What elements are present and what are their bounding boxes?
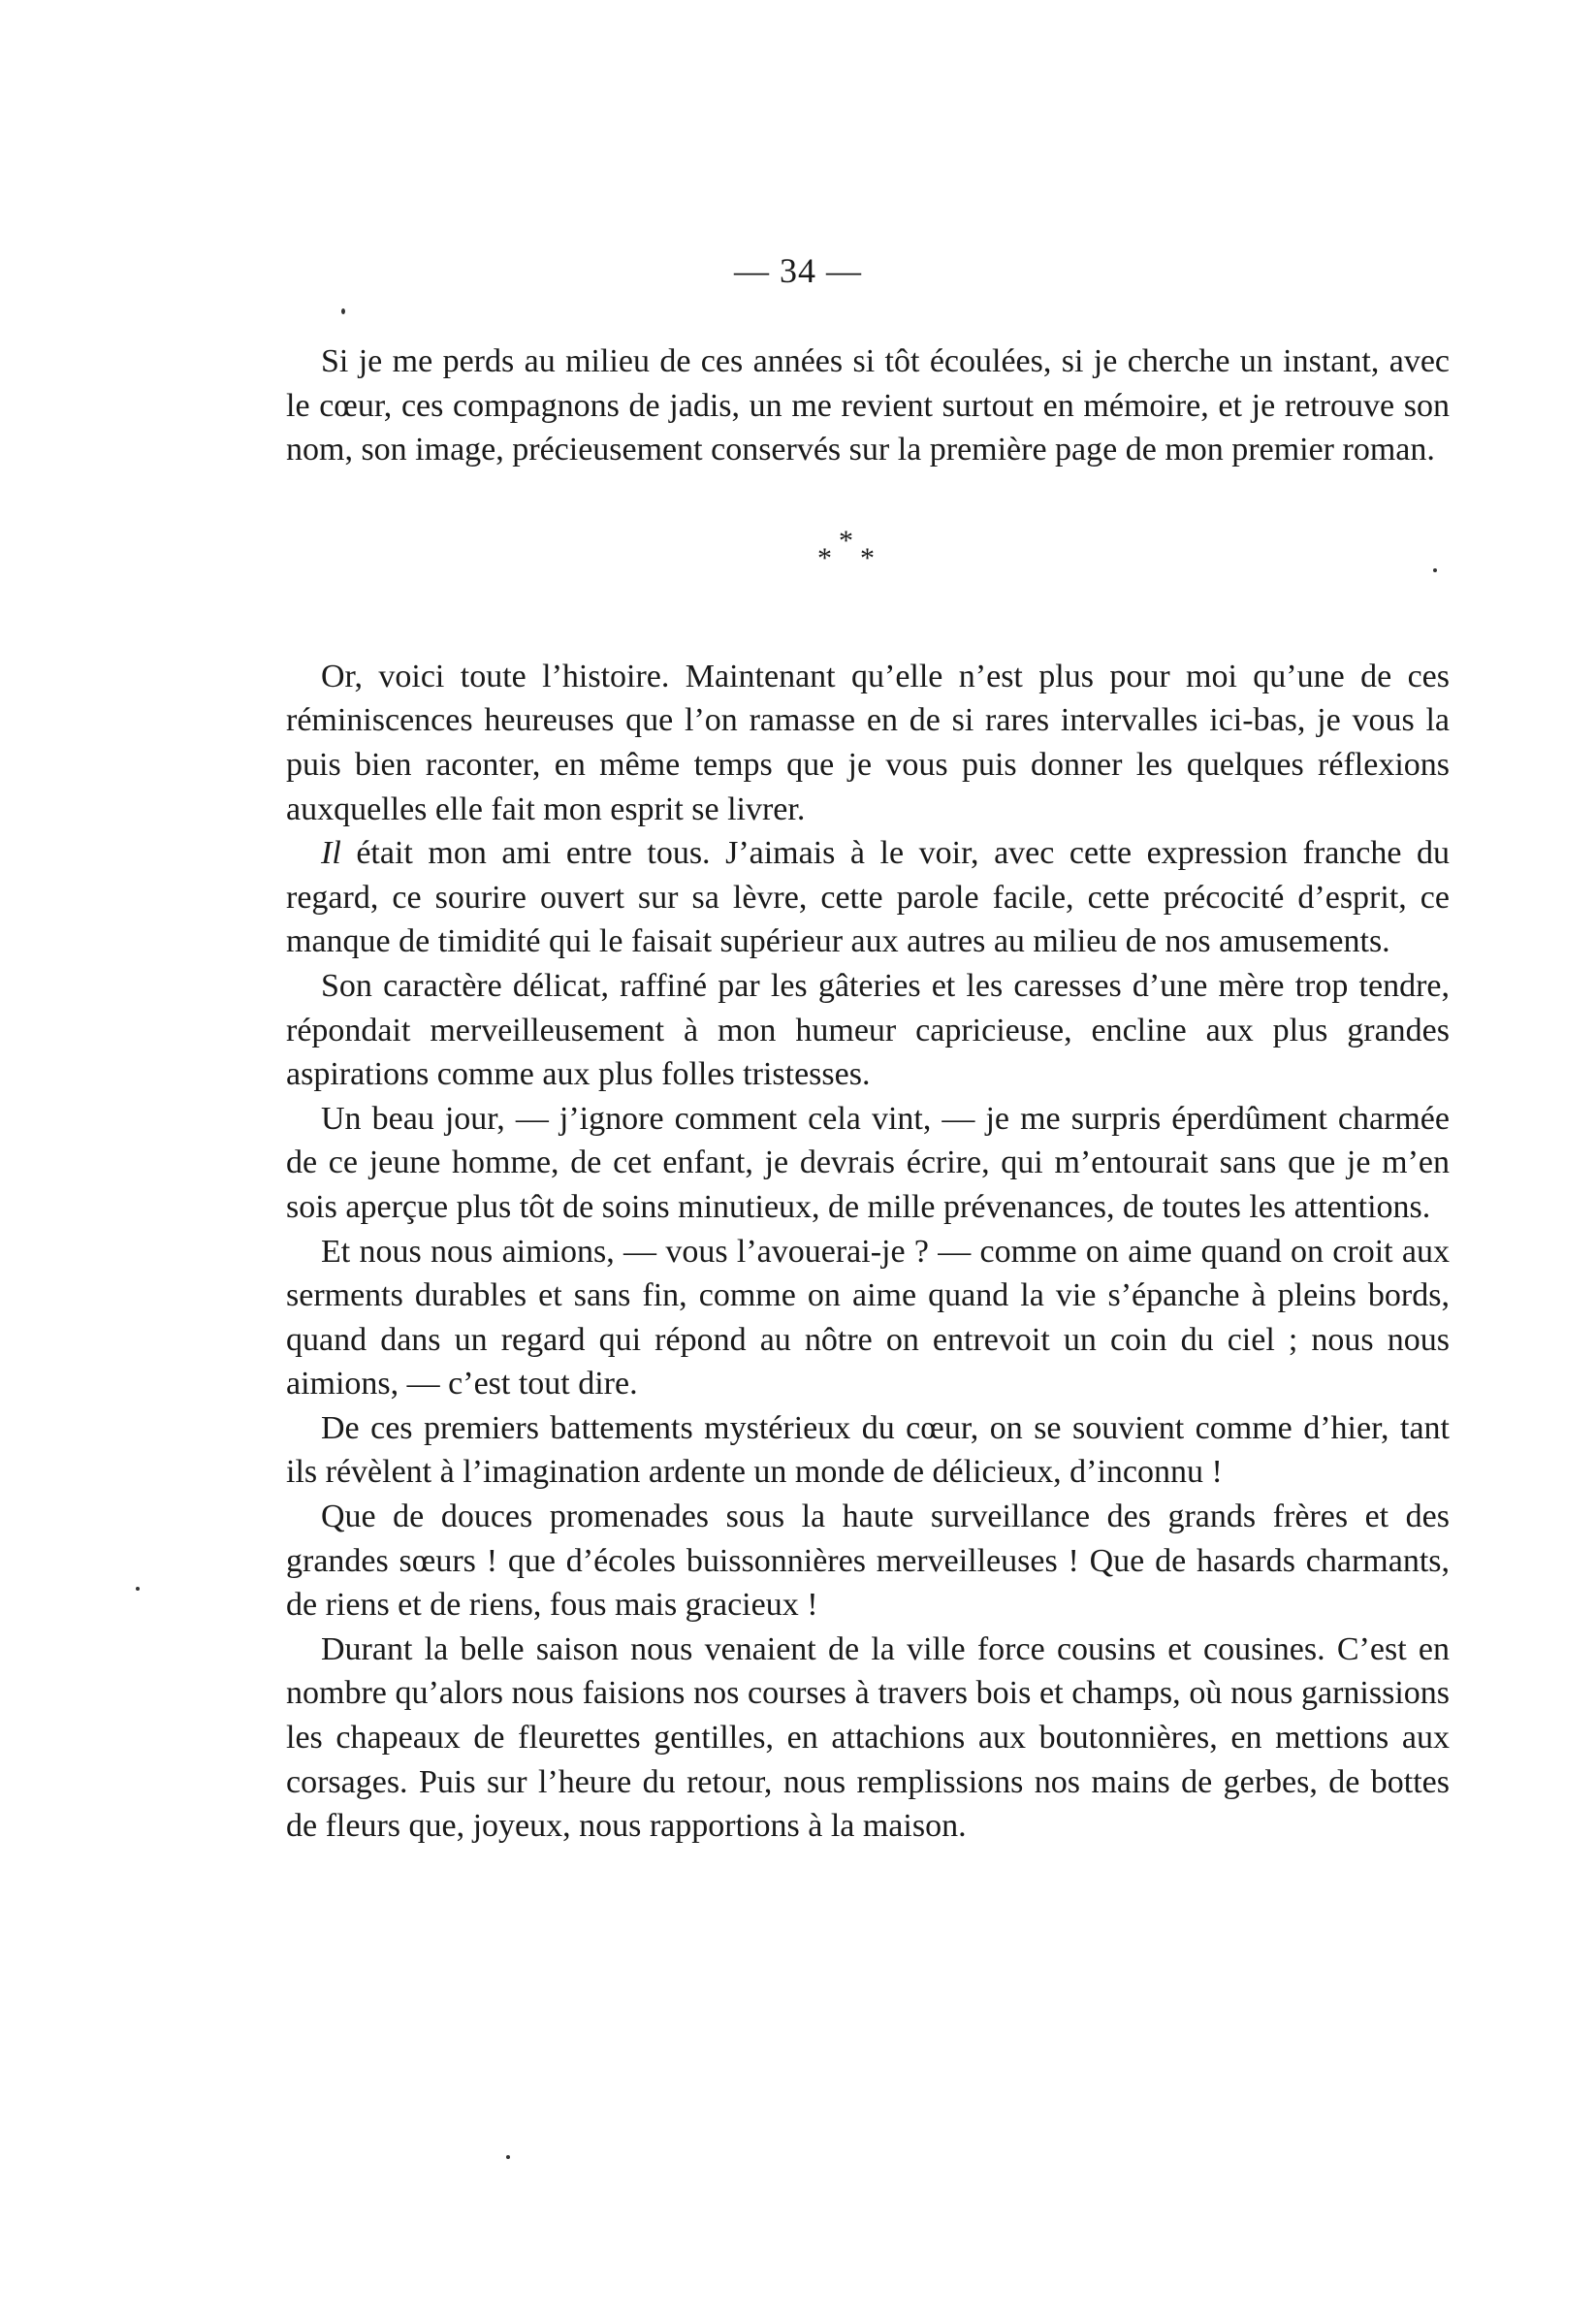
paragraph-2: Or, voici toute l’histoire. Maintenant qu’elle n’est plus pour moi qu’une de ces réminiscences heureuses que l’on ramasse en de si rares intervalles ici-bas, je vous la puis bien raconter, en même temps que je vous puis donner les quelques réflexions auxquelles elle fait mon esprit se livrer.: [286, 658, 1450, 827]
paragraph-7: De ces premiers battements mystérieux du cœur, on se souvient comme d’hier, tant ils révèlent à l’imagination ardente un monde de délicieux, d’inconnu !: [286, 1409, 1450, 1491]
paragraph-4: Son caractère délicat, raffiné par les gâteries et les caresses d’une mère trop tendre, répondait merveilleusement à mon humeur capricieuse, encline aux plus grandes aspirations comme aux plus folles tristesses.: [286, 967, 1450, 1093]
paragraph-6: Et nous nous aimions, — vous l’avouerai-je ? — comme on aime quand on croit aux serments durables et sans fin, comme on aime quand la vie s’épanche à pleins bords, quand dans un regard qui répond au nôtre on entrevoit un coin du ciel ; nous nous aimions, — c’est tout dire.: [286, 1233, 1450, 1402]
section-separator: [286, 472, 1450, 655]
scan-speck: [506, 2155, 510, 2159]
emphasized-pronoun: Il: [321, 835, 341, 872]
asterisk-right: *: [860, 541, 875, 574]
paragraph-9: Durant la belle saison nous venaient de la ville force cousins et cousines. C’est en nombre qu’alors nous faisions nos courses à travers bois et champs, où nous garnissions les chapeaux de fleurettes gentilles, en attachions aux boutonnières, en mettions aux corsages. Puis sur l’heure du retour, nous remplissions nos mains de gerbes, de bottes de fleurs que, joyeux, nous rapportions à la maison.: [286, 1630, 1450, 1845]
scan-speck: [341, 308, 345, 314]
page-number: — 34 —: [734, 251, 862, 290]
scan-speck: [1433, 568, 1437, 572]
page-body: [286, 339, 1450, 1849]
paragraph-8: Que de douces promenades sous la haute surveillance des grands frères et des grandes sœurs ! que d’écoles buissonnières merveilleuses ! Que de hasards charmants, de riens et de riens, fous mais gracieux !: [286, 1499, 1450, 1624]
asterisk-top: *: [839, 524, 853, 557]
paragraph-3: [286, 831, 1450, 964]
scan-speck: [136, 1587, 140, 1591]
paragraph-1: Si je me perds au milieu de ces années si tôt écoulées, si je cherche un instant, avec le cœur, ces compagnons de jadis, un me revient surtout en mémoire, et je retrouve son nom, son image, précieusement conservés sur la première page de mon premier roman.: [286, 343, 1450, 468]
paragraph-3-text: était mon ami entre tous. J’aimais à le voir, avec cette expression franche du regard, ce sourire ouvert sur sa lèvre, cette parole facile, cette précocité d’esprit, ce manque de timidité qui le faisait supérieur aux autres au milieu de nos amusements.: [286, 835, 1450, 960]
asterisk-left: *: [817, 541, 832, 574]
paragraph-5: Un beau jour, — j’ignore comment cela vint, — je me surpris éperdûment charmée de ce jeune homme, de cet enfant, je devrais écrire, qui m’entourait sans que je m’en sois aperçue plus tôt de soins minutieux, de mille prévenances, de toutes les attentions.: [286, 1100, 1450, 1225]
